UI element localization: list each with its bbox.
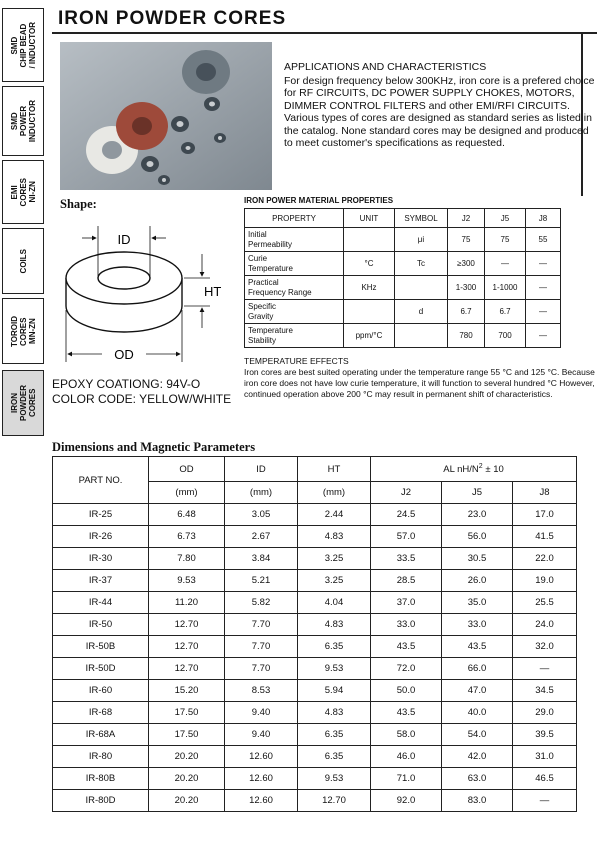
- table-cell: Practical Frequency Range: [245, 276, 344, 300]
- table-cell: —: [485, 252, 526, 276]
- coating-info: [52, 377, 231, 407]
- table-cell: 3.25: [298, 548, 371, 570]
- table-cell: 28.5: [371, 570, 442, 592]
- table-cell: 33.0: [442, 614, 513, 636]
- table-cell: 33.5: [371, 548, 442, 570]
- table-header-row: [245, 209, 561, 228]
- table-cell: 47.0: [442, 680, 513, 702]
- table-cell: 35.0: [442, 592, 513, 614]
- table-cell: 75: [448, 228, 485, 252]
- table-cell: 20.20: [149, 790, 225, 812]
- temperature-effects: [244, 356, 596, 400]
- sidebar-tab-smd-chip-bead[interactable]: [2, 8, 44, 82]
- table-cell: [344, 300, 395, 324]
- table-cell: 29.0: [513, 702, 577, 724]
- table-cell: 6.73: [149, 526, 225, 548]
- material-heading: IRON POWER MATERIAL PROPERTIES: [244, 196, 394, 205]
- table-cell: 25.5: [513, 592, 577, 614]
- table-cell: 24.5: [371, 504, 442, 526]
- col-od: OD: [149, 457, 225, 482]
- table-row: [53, 658, 577, 680]
- table-cell: 20.20: [149, 746, 225, 768]
- col-j8: J8: [513, 482, 577, 504]
- table-row: [245, 252, 561, 276]
- table-row: [53, 790, 577, 812]
- temperature-body: Iron cores are best suited operating under the temperature range 55 °C and 125 °C. Because iron core does not have low curie temperature, it will function to several hundred °C However, continued operation above 200 °C may result in permanent shift of characteristics.: [244, 367, 595, 399]
- table-cell: IR-37: [53, 570, 149, 592]
- table-cell: 23.0: [442, 504, 513, 526]
- table-cell: 6.7: [485, 300, 526, 324]
- table-cell: 2.67: [225, 526, 298, 548]
- table-cell: 4.83: [298, 702, 371, 724]
- color-code-text: COLOR CODE: YELLOW/WHITE: [52, 392, 232, 406]
- tab-label: EMI CORES NI-ZN: [9, 177, 37, 207]
- table-cell: KHz: [344, 276, 395, 300]
- table-cell: IR-68: [53, 702, 149, 724]
- table-cell: 71.0: [371, 768, 442, 790]
- table-cell: IR-26: [53, 526, 149, 548]
- table-cell: —: [526, 252, 561, 276]
- table-row: [53, 768, 577, 790]
- table-cell: 72.0: [371, 658, 442, 680]
- table-cell: 50.0: [371, 680, 442, 702]
- table-row: [245, 276, 561, 300]
- table-header-row: [53, 457, 577, 482]
- table-cell: 9.53: [149, 570, 225, 592]
- table-cell: 6.7: [448, 300, 485, 324]
- table-cell: IR-25: [53, 504, 149, 526]
- table-cell: 8.53: [225, 680, 298, 702]
- table-cell: 12.70: [149, 614, 225, 636]
- table-row: [53, 636, 577, 658]
- shape-heading: Shape:: [60, 197, 97, 211]
- table-row: [53, 680, 577, 702]
- table-cell: 20.20: [149, 768, 225, 790]
- table-cell: 7.70: [225, 614, 298, 636]
- table-cell: IR-60: [53, 680, 149, 702]
- table-cell: 19.0: [513, 570, 577, 592]
- dimensions-table: [52, 456, 577, 812]
- table-cell: 17.50: [149, 702, 225, 724]
- al-label: AL nH/N: [443, 464, 479, 476]
- unit-od: (mm): [149, 482, 225, 504]
- sidebar-tab-emi-cores[interactable]: [2, 160, 44, 224]
- table-cell: 9.40: [225, 702, 298, 724]
- column-header: PROPERTY: [245, 209, 344, 228]
- table-cell: 11.20: [149, 592, 225, 614]
- col-part-no: PART NO.: [53, 457, 149, 504]
- table-cell: 5.94: [298, 680, 371, 702]
- table-cell: 700: [485, 324, 526, 348]
- table-cell: 34.5: [513, 680, 577, 702]
- table-row: [245, 228, 561, 252]
- toroid-large-red: [116, 102, 168, 150]
- table-row: [53, 570, 577, 592]
- table-row: [245, 324, 561, 348]
- table-cell: 75: [485, 228, 526, 252]
- table-cell: 12.70: [149, 636, 225, 658]
- table-cell: —: [513, 658, 577, 680]
- table-cell: [395, 276, 448, 300]
- tab-label: IRON POWDER CORES: [9, 385, 37, 421]
- applications-body: For design frequency below 300KHz, iron core is a prefered choice for RF CIRCUITS, DC POWER SUPPLY CHOKES, MOTORS, DIMMER CONTROL FILTERS and other EMI/RFI CIRCUITS. Various types of cores are designed as standard series as listed in the catalog. None standard cores may be designed and produced to meet customer's specifications as requested.: [284, 74, 595, 149]
- table-row: [245, 300, 561, 324]
- col-j2: J2: [371, 482, 442, 504]
- table-cell: 4.83: [298, 614, 371, 636]
- table-cell: IR-30: [53, 548, 149, 570]
- table-row: [53, 504, 577, 526]
- page-title: IRON POWDER CORES: [58, 8, 287, 29]
- table-cell: 4.04: [298, 592, 371, 614]
- table-cell: Curie Temperature: [245, 252, 344, 276]
- table-cell: 5.82: [225, 592, 298, 614]
- table-cell: 43.5: [371, 636, 442, 658]
- table-cell: 46.5: [513, 768, 577, 790]
- table-cell: IR-80B: [53, 768, 149, 790]
- table-cell: Specific Gravity: [245, 300, 344, 324]
- table-cell: 3.05: [225, 504, 298, 526]
- table-row: [53, 614, 577, 636]
- dimensions-heading: Dimensions and Magnetic Parameters: [52, 440, 256, 454]
- table-cell: °C: [344, 252, 395, 276]
- table-cell: 6.35: [298, 746, 371, 768]
- col-j5: J5: [442, 482, 513, 504]
- col-al: [371, 457, 577, 482]
- table-cell: 6.35: [298, 724, 371, 746]
- applications-heading: APPLICATIONS AND CHARACTERISTICS: [284, 61, 487, 73]
- table-cell: 24.0: [513, 614, 577, 636]
- table-cell: 55: [526, 228, 561, 252]
- table-row: [53, 548, 577, 570]
- table-cell: [395, 324, 448, 348]
- table-cell: 57.0: [371, 526, 442, 548]
- table-cell: 92.0: [371, 790, 442, 812]
- od-label: OD: [114, 347, 134, 362]
- coating-text: EPOXY COATIONG: 94V-O: [52, 377, 201, 391]
- tab-label: TOROID CORES MN-ZN: [9, 315, 37, 347]
- table-cell: 22.0: [513, 548, 577, 570]
- title-rule: [52, 32, 597, 34]
- table-cell: 17.0: [513, 504, 577, 526]
- table-cell: 41.5: [513, 526, 577, 548]
- table-cell: 43.5: [371, 702, 442, 724]
- table-cell: 9.40: [225, 724, 298, 746]
- table-cell: 5.21: [225, 570, 298, 592]
- column-header: J5: [485, 209, 526, 228]
- al-exponent: 2: [478, 462, 483, 470]
- table-cell: 58.0: [371, 724, 442, 746]
- product-photo: [60, 42, 272, 190]
- table-cell: ≥300: [448, 252, 485, 276]
- table-cell: Initial Permeability: [245, 228, 344, 252]
- table-cell: 9.53: [298, 768, 371, 790]
- table-cell: 12.60: [225, 790, 298, 812]
- unit-id: (mm): [225, 482, 298, 504]
- table-cell: 17.50: [149, 724, 225, 746]
- table-cell: 66.0: [442, 658, 513, 680]
- table-cell: —: [526, 276, 561, 300]
- table-cell: IR-50: [53, 614, 149, 636]
- table-cell: 12.60: [225, 768, 298, 790]
- table-cell: 30.5: [442, 548, 513, 570]
- table-cell: 780: [448, 324, 485, 348]
- col-ht: HT: [298, 457, 371, 482]
- col-id: ID: [225, 457, 298, 482]
- table-cell: Temperature Stability: [245, 324, 344, 348]
- table-cell: 7.80: [149, 548, 225, 570]
- table-cell: —: [526, 324, 561, 348]
- table-cell: IR-50B: [53, 636, 149, 658]
- table-cell: Tc: [395, 252, 448, 276]
- table-cell: 40.0: [442, 702, 513, 724]
- table-cell: 39.5: [513, 724, 577, 746]
- table-row: [53, 526, 577, 548]
- table-cell: 3.25: [298, 570, 371, 592]
- tab-label: COILS: [18, 248, 28, 274]
- column-header: J2: [448, 209, 485, 228]
- tab-label: SMD CHIP BEAD / INDUCTOR: [9, 21, 37, 69]
- iron-cores-photo: [60, 42, 272, 190]
- sidebar-tab-iron-powder-cores[interactable]: [2, 370, 44, 436]
- table-cell: 83.0: [442, 790, 513, 812]
- toroid-shape-diagram: [52, 212, 240, 372]
- table-cell: 6.48: [149, 504, 225, 526]
- sidebar-tab-toroid-cores[interactable]: [2, 298, 44, 364]
- table-row: [53, 702, 577, 724]
- table-cell: 56.0: [442, 526, 513, 548]
- table-cell: IR-80: [53, 746, 149, 768]
- column-header: J8: [526, 209, 561, 228]
- table-cell: 63.0: [442, 768, 513, 790]
- table-cell: 7.70: [225, 658, 298, 680]
- table-cell: 37.0: [371, 592, 442, 614]
- table-cell: 46.0: [371, 746, 442, 768]
- column-header: SYMBOL: [395, 209, 448, 228]
- table-cell: 9.53: [298, 658, 371, 680]
- table-cell: IR-80D: [53, 790, 149, 812]
- table-cell: IR-50D: [53, 658, 149, 680]
- unit-ht: (mm): [298, 482, 371, 504]
- table-row: [53, 724, 577, 746]
- table-cell: 1-300: [448, 276, 485, 300]
- applications-section: [284, 61, 596, 150]
- column-header: UNIT: [344, 209, 395, 228]
- table-cell: 12.60: [225, 746, 298, 768]
- table-cell: 4.83: [298, 526, 371, 548]
- table-cell: [344, 228, 395, 252]
- table-cell: 15.20: [149, 680, 225, 702]
- table-cell: —: [526, 300, 561, 324]
- table-cell: μi: [395, 228, 448, 252]
- table-cell: 32.0: [513, 636, 577, 658]
- table-cell: 26.0: [442, 570, 513, 592]
- sidebar-tab-coils[interactable]: [2, 228, 44, 294]
- table-row: [53, 592, 577, 614]
- sidebar-tab-smd-power-inductor[interactable]: [2, 86, 44, 156]
- ht-label: HT: [204, 284, 222, 299]
- table-cell: 54.0: [442, 724, 513, 746]
- table-cell: IR-44: [53, 592, 149, 614]
- table-cell: 2.44: [298, 504, 371, 526]
- table-cell: 6.35: [298, 636, 371, 658]
- id-label: ID: [117, 232, 131, 247]
- table-cell: 12.70: [298, 790, 371, 812]
- material-properties-table: [244, 208, 561, 348]
- al-tolerance: ± 10: [485, 464, 504, 476]
- table-cell: 31.0: [513, 746, 577, 768]
- table-cell: 43.5: [442, 636, 513, 658]
- tab-label: SMD POWER INDUCTOR: [9, 99, 37, 143]
- temperature-heading: TEMPERATURE EFFECTS: [244, 356, 349, 366]
- table-cell: d: [395, 300, 448, 324]
- table-cell: 3.84: [225, 548, 298, 570]
- table-cell: IR-68A: [53, 724, 149, 746]
- table-cell: 33.0: [371, 614, 442, 636]
- table-cell: 42.0: [442, 746, 513, 768]
- table-cell: ppm/°C: [344, 324, 395, 348]
- table-row: [53, 746, 577, 768]
- toroid-large-gray: [182, 50, 230, 94]
- table-cell: —: [513, 790, 577, 812]
- table-cell: 12.70: [149, 658, 225, 680]
- table-cell: 1-1000: [485, 276, 526, 300]
- table-cell: 7.70: [225, 636, 298, 658]
